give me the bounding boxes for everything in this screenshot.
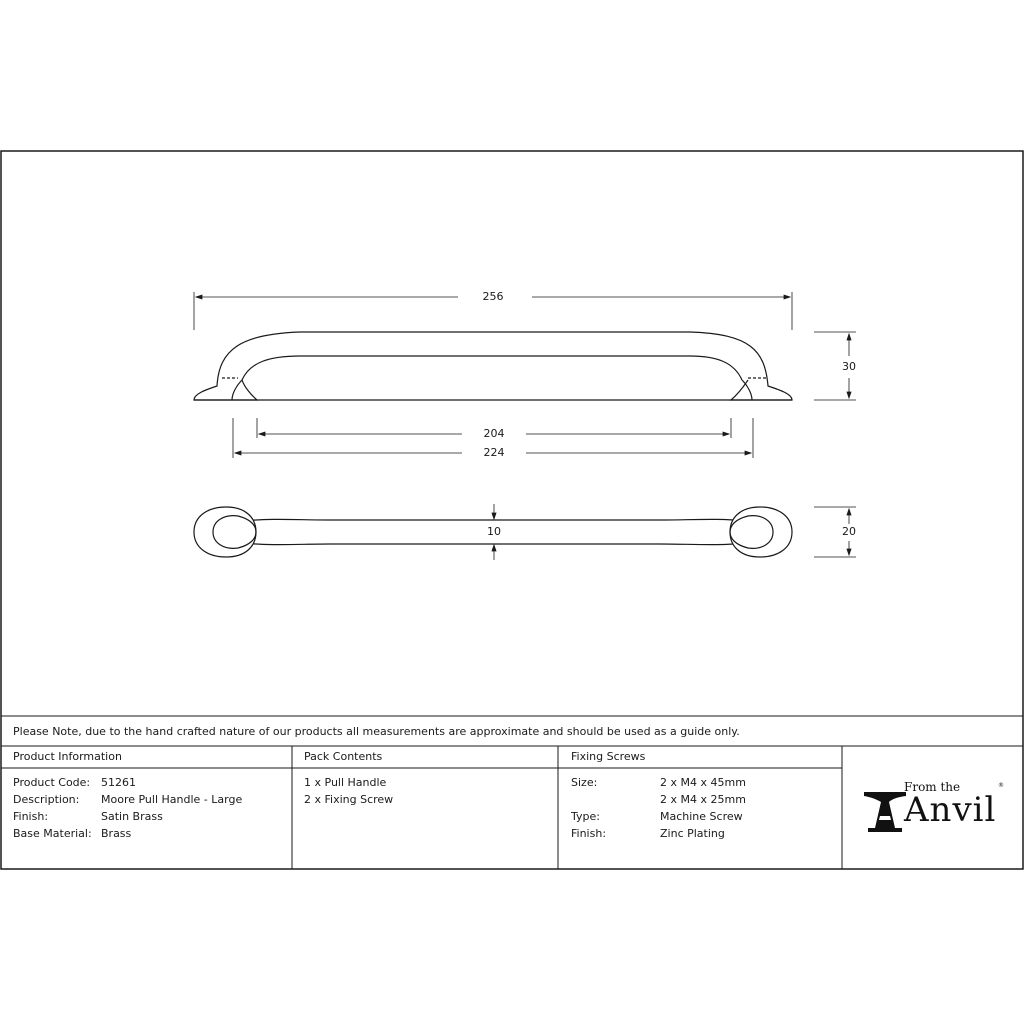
product-code-label: Product Code: — [13, 776, 91, 789]
registered-mark: ® — [998, 782, 1004, 789]
screw-size-value-2: 2 x M4 x 25mm — [660, 793, 746, 806]
description-label: Description: — [13, 793, 80, 806]
dim-label-10: 10 — [487, 525, 501, 538]
sheet-border — [1, 151, 1023, 869]
screw-finish-value: Zinc Plating — [660, 827, 725, 840]
screw-finish-label: Finish: — [571, 827, 607, 840]
anvil-icon — [862, 782, 908, 834]
from-the-anvil-logo — [860, 776, 1010, 836]
description-value: Moore Pull Handle - Large — [101, 793, 243, 806]
dim-label-224: 224 — [483, 446, 505, 459]
screw-type-label: Type: — [571, 810, 600, 823]
dim-label-256: 256 — [482, 290, 504, 303]
base-material-value: Brass — [101, 827, 132, 840]
finish-label: Finish: — [13, 810, 49, 823]
pack-item: 1 x Pull Handle — [304, 776, 387, 789]
screw-type-value: Machine Screw — [660, 810, 743, 823]
screw-size-value: 2 x M4 x 45mm — [660, 776, 746, 789]
handle-side-view — [194, 332, 792, 400]
dim-label-20: 20 — [842, 525, 856, 538]
dim-label-30: 30 — [842, 360, 856, 373]
logo-line-from-the: From the — [904, 780, 961, 794]
fixing-screws-header: Fixing Screws — [571, 750, 646, 763]
pack-item: 2 x Fixing Screw — [304, 793, 394, 806]
base-material-label: Base Material: — [13, 827, 92, 840]
screw-size-label: Size: — [571, 776, 598, 789]
measurement-note: Please Note, due to the hand crafted nature of our products all measurements are approximate and should be used as a guide only. — [13, 725, 740, 738]
finish-value: Satin Brass — [101, 810, 163, 823]
dim-label-204: 204 — [483, 427, 505, 440]
product-code-value: 51261 — [101, 776, 136, 789]
product-info-header: Product Information — [13, 750, 122, 763]
logo-line-anvil: Anvil — [904, 790, 997, 830]
pack-contents-header: Pack Contents — [304, 750, 383, 763]
